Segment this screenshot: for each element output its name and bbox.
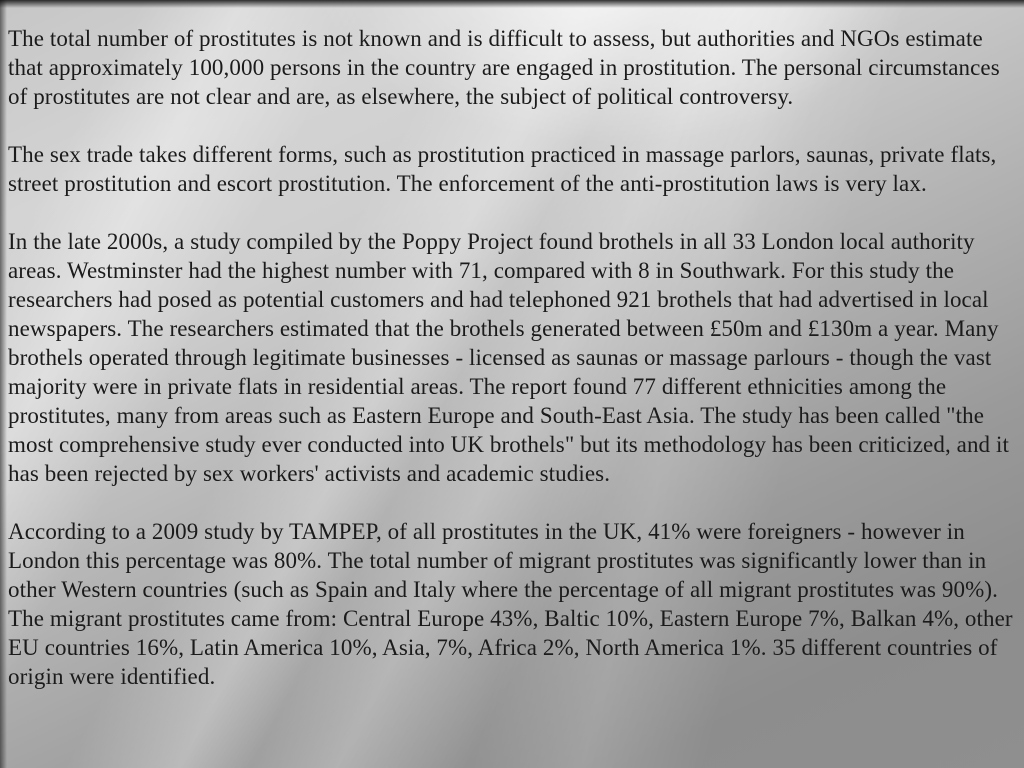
slide-text-block — [8, 24, 1016, 720]
paragraph-total-number: The total number of prostitutes is not known and is difficult to assess, but authorities and NGOs estimate that approximately 100,000 persons in the country are engaged in prostitution. The personal circumstances of prostitutes are not clear and are, as elsewhere, the subject of political controversy. — [8, 26, 1000, 109]
paragraph-sex-trade-forms: The sex trade takes different forms, such as prostitution practiced in massage parlors, saunas, private flats, street prostitution and escort prostitution. The enforcement of the anti-prostitution laws is very lax. — [8, 142, 997, 196]
paragraph-poppy-project-study: In the late 2000s, a study compiled by the Poppy Project found brothels in all 33 London local authority areas. Westminster had the highest number with 71, compared with 8 in Southwark. For this study the researchers had posed as potential customers and had telephoned 921 brothels that had advertised in local newspapers. The researchers estimated that the brothels generated between £50m and £130m a year. Many brothels operated through legitimate businesses - licensed as saunas or massage parlours - though the vast majority were in private flats in residential areas. The report found 77 different ethnicities among the prostitutes, many from areas such as Eastern Europe and South-East Asia. The study has been called "the most comprehensive study ever conducted into UK brothels" but its methodology has been criticized, and it has been rejected by sex workers' activists and academic studies. — [8, 229, 1009, 486]
paragraph-tampep-study: According to a 2009 study by TAMPEP, of all prostitutes in the UK, 41% were foreigners - however in London this percentage was 80%. The total number of migrant prostitutes was significantly lower than in other Western countries (such as Spain and Italy where the percentage of all migrant prostitutes was 90%). The migrant prostitutes came from: Central Europe 43%, Baltic 10%, Eastern Europe 7%, Balkan 4%, other EU countries 16%, Latin America 10%, Asia, 7%, Africa 2%, North America 1%. 35 different countries of origin were identified. — [8, 519, 1013, 689]
